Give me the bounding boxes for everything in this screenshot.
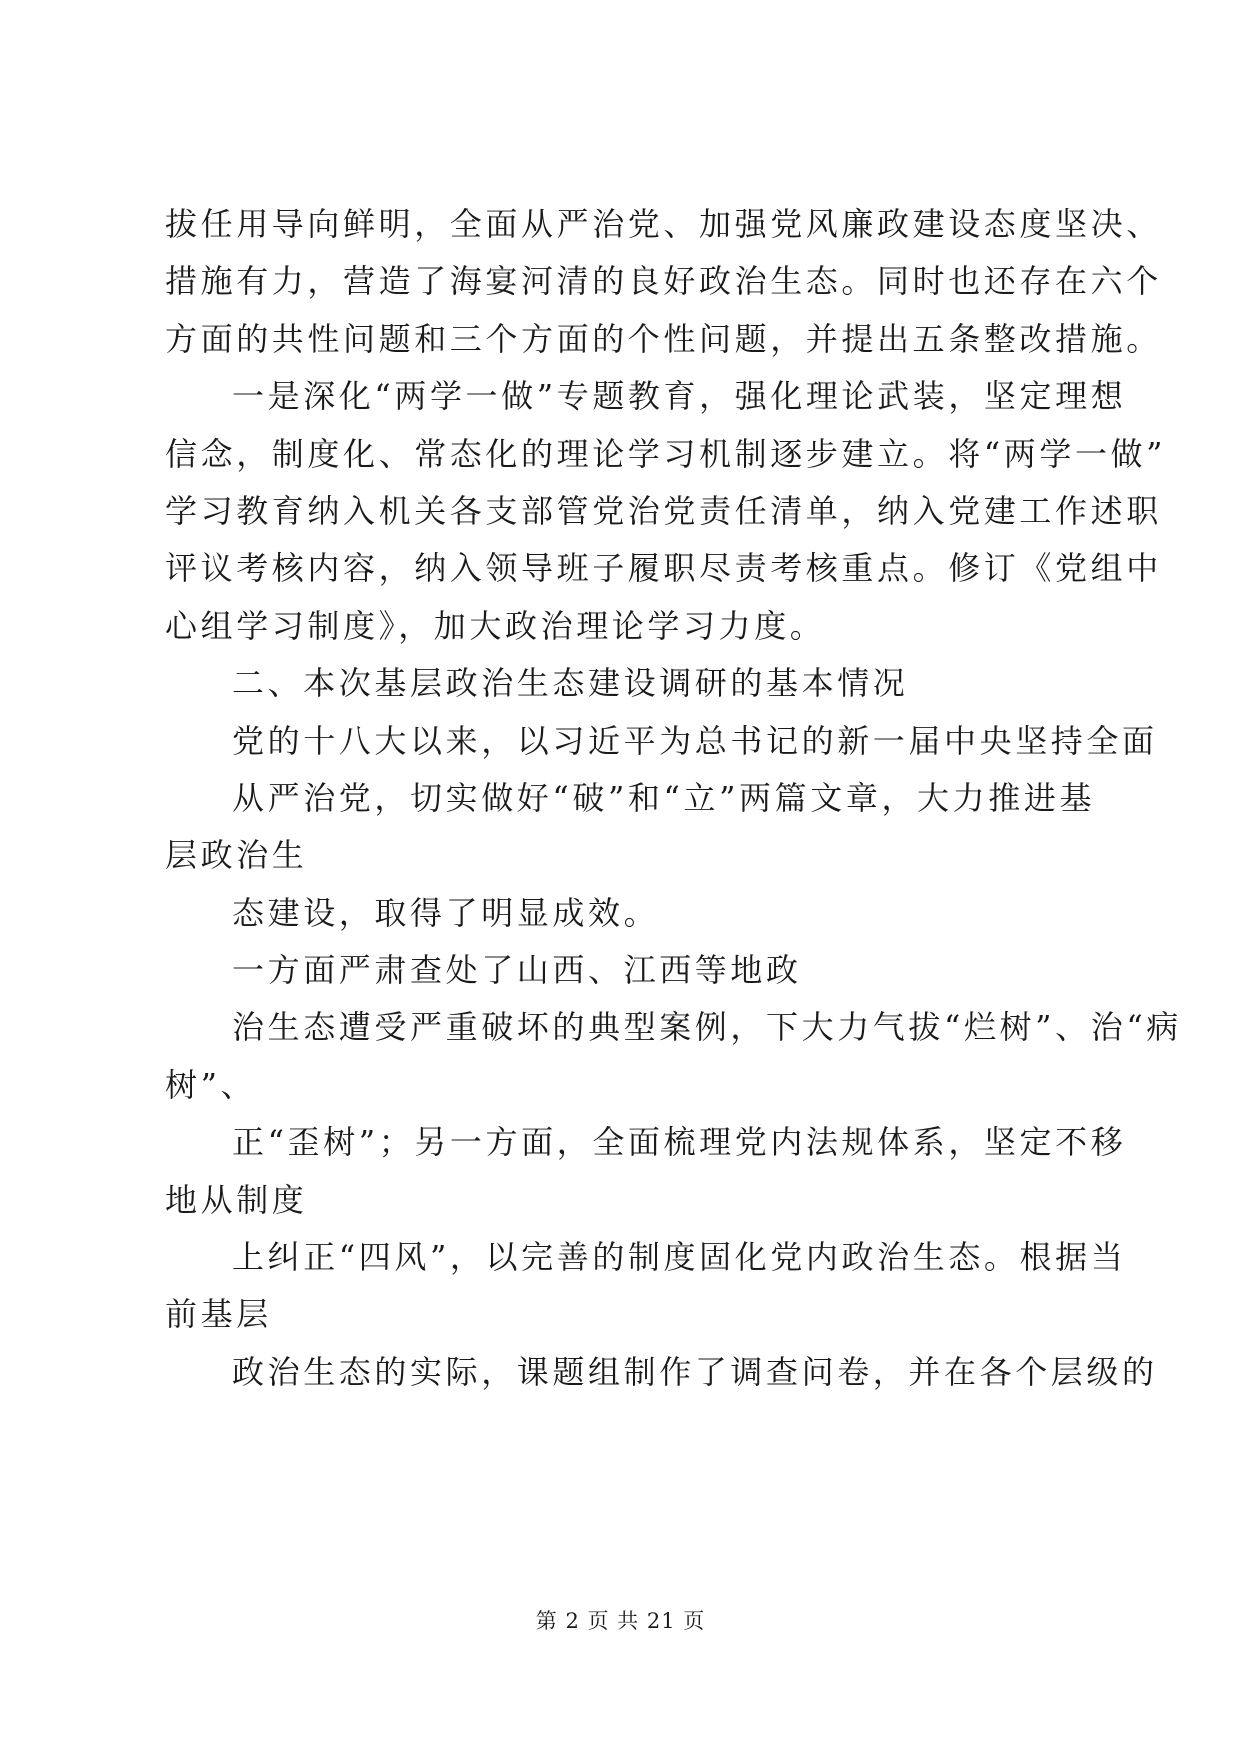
page-number-footer: 第 2 页 共 21 页: [535, 1609, 706, 1633]
text-line: 地从制度: [165, 1180, 308, 1219]
text-line: 从严治党，切实做好“破”和“立”两篇文章，大力推进基: [232, 778, 1096, 817]
text-line: 树”、: [165, 1065, 257, 1104]
text-line: 评议考核内容，纳入领导班子履职尽责考核重点。修订《党组中: [165, 549, 1162, 588]
text-line: 学习教育纳入机关各支部管党治党责任清单，纳入党建工作述职: [165, 491, 1162, 530]
text-line: 拔任用导向鲜明，全面从严治党、加强党风廉政建设态度坚决、: [165, 205, 1162, 243]
text-line: 方面的共性问题和三个方面的个性问题，并提出五条整改措施。: [165, 319, 1162, 358]
section-heading: 二、本次基层政治生态建设调研的基本情况: [232, 664, 909, 703]
text-line: 一是深化“两学一做”专题教育，强化理论武装，坚定理想: [232, 377, 1127, 416]
text-line: 信念，制度化、常态化的理论学习机制逐步建立。将“两学一做”: [165, 434, 1167, 473]
text-line: 上纠正“四风”，以完善的制度固化党内政治生态。根据当: [232, 1238, 1127, 1277]
text-line: 政治生态的实际，课题组制作了调查问卷，并在各个层级的: [232, 1352, 1158, 1391]
text-line: 正“歪树”；另一方面，全面梳理党内法规体系，坚定不移: [232, 1123, 1127, 1162]
text-line: 党的十八大以来，以习近平为总书记的新一届中央坚持全面: [232, 721, 1158, 760]
text-line: 治生态遭受严重破坏的典型案例，下大力气拔“烂树”、治“病: [232, 1008, 1182, 1047]
text-line: 层政治生: [165, 836, 308, 875]
text-line: 措施有力，营造了海宴河清的良好政治生态。同时也还存在六个: [165, 262, 1162, 301]
text-line: 心组学习制度》，加大政治理论学习力度。: [165, 606, 826, 645]
text-line: 一方面严肃查处了山西、江西等地政: [232, 951, 802, 990]
text-line: 态建设，取得了明显成效。: [232, 893, 660, 932]
document-body: [165, 196, 1182, 1401]
text-line: 前基层: [165, 1295, 272, 1334]
